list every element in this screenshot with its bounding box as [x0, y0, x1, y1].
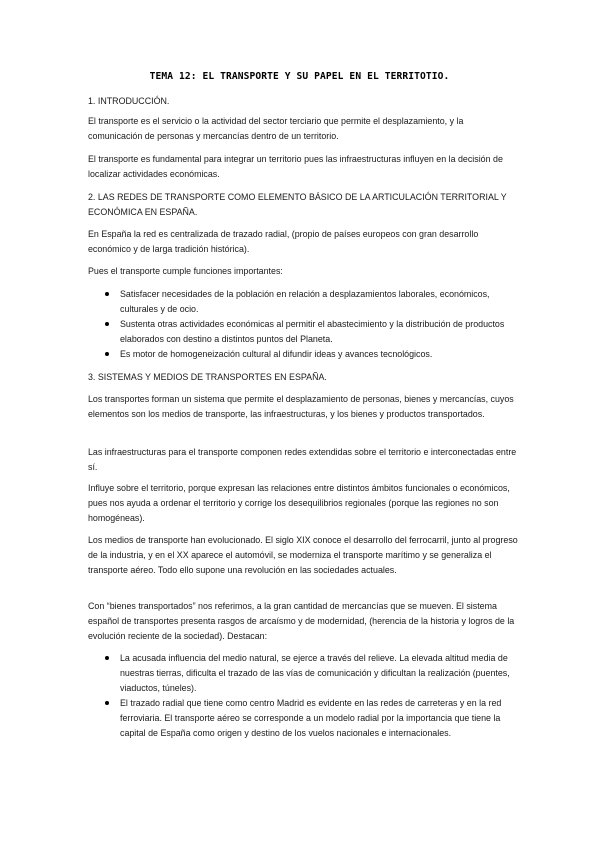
list-item-text: Satisfacer necesidades de la población en relación a desplazamientos laborales, económicos, culturales y de ocio. [120, 289, 490, 314]
list-item [88, 651, 518, 696]
paragraph-8: Los medios de transporte han evolucionado. El siglo XIX conoce el desarrollo del ferrocarril, junto al progreso de la industria, y en el XX aparece el automóvil, se moderniza el transporte marítimo y se generaliza el transporte aéreo. Todo ello supone una revolución en las sociedades actuales. [88, 535, 518, 575]
paragraph-9: Con “bienes transportados” nos referimos, a la gran cantidad de mercancías que se mueven. El sistema español de transportes presenta rasgos de arcaísmo y de modernidad, (herencia de la historia y logros de la evolución reciente de la sociedad). Destacan: [88, 601, 515, 641]
paragraph-1: El transporte es el servicio o la actividad del sector terciario que permite el desplazamiento, y la comunicación de personas y mercancías dentro de un territorio. [88, 116, 464, 141]
bullet-icon [105, 701, 109, 705]
list-item [88, 347, 518, 362]
list-item-text: Sustenta otras actividades económicas al permitir el abastecimiento y la distribución de productos elaborados con destino a distintos puntos del Planeta. [120, 319, 505, 344]
paragraph-6: Las infraestructuras para el transporte componen redes extendidas sobre el territorio e interconectadas entre sí. [88, 447, 517, 472]
list-item [88, 696, 518, 741]
section-2-heading: 2. LAS REDES DE TRANSPORTE COMO ELEMENTO BÁSICO DE LA ARTICULACIÓN TERRITORIAL Y ECONÓMICA EN ESPAÑA. [88, 192, 507, 217]
paragraph-2: El transporte es fundamental para integrar un territorio pues las infraestructuras influyen en la decisión de localizar actividades económicas. [88, 154, 503, 179]
bullet-icon [105, 656, 109, 660]
features-list [88, 651, 518, 741]
bullet-icon [105, 292, 109, 296]
list-item-text: La acusada influencia del medio natural, se ejerce a través del relieve. La elevada altitud media de nuestras tierras, dificulta el trazado de las vías de comunicación y dificultan la realización (puentes, viaductos, túneles). [120, 653, 510, 693]
paragraph-5: Los transportes forman un sistema que permite el desplazamiento de personas, bienes y mercancías, cuyos elementos son los medios de transporte, las infraestructuras, y los bienes y productos transportados. [88, 394, 514, 419]
list-item [88, 317, 518, 347]
paragraph-4: Pues el transporte cumple funciones importantes: [88, 266, 283, 276]
functions-list [88, 287, 518, 362]
list-item-text: Es motor de homogeneización cultural al difundir ideas y avances tecnológicos. [120, 349, 433, 359]
bullet-icon [105, 352, 109, 356]
list-item [88, 287, 518, 317]
bullet-icon [105, 322, 109, 326]
section-1-heading: 1. INTRODUCCIÓN. [88, 96, 170, 106]
section-3-heading: 3. SISTEMAS Y MEDIOS DE TRANSPORTES EN ESPAÑA. [88, 372, 327, 382]
page-title: TEMA 12: EL TRANSPORTE Y SU PAPEL EN EL TERRITOTIO. [149, 71, 450, 82]
paragraph-3: En España la red es centralizada de trazado radial, (propio de países europeos con gran desarrollo económico y de larga tradición histórica). [88, 229, 479, 254]
list-item-text: El trazado radial que tiene como centro Madrid es evidente en las redes de carreteras y en la red ferroviaria. El transporte aéreo se corresponde a un modelo radial por la importancia que tiene la capital de España como origen y destino de los vuelos nacionales e internacionales. [120, 698, 502, 738]
paragraph-7: Influye sobre el territorio, porque expresan las relaciones entre distintos ámbitos funcionales o económicos, pues nos ayuda a ordenar el territorio y corrige los desequilibrios regionales (porque las regiones no son homogéneas). [88, 483, 510, 523]
